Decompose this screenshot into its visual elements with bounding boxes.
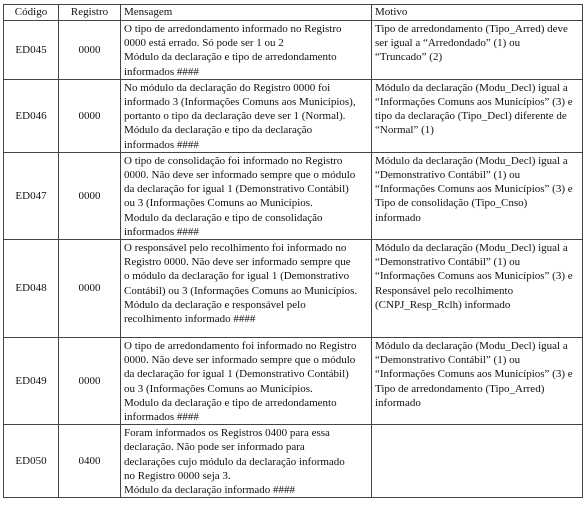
- mensagem-line: No módulo da declaração do Registro 0000 foi: [124, 81, 331, 94]
- table-header-row: [4, 5, 583, 21]
- mensagem-line: Foram informados os Registros 0400 para essa: [124, 427, 330, 440]
- cell-mensagem: [121, 79, 372, 152]
- motivo-line: “Informações Comuns aos Municípios” (3) e: [375, 96, 573, 109]
- motivo-line: “Normal” (1): [375, 124, 434, 137]
- mensagem-line: 0000. Não deve ser informado sempre que o módulo: [124, 169, 356, 182]
- motivo-line: “Informações Comuns aos Municípios” (3) e: [375, 183, 573, 196]
- mensagem-line: 0000 está errado. Só pode ser 1 ou 2: [124, 37, 284, 50]
- cell-motivo: [372, 79, 583, 152]
- mensagem-line: no Registro 0000 seja 3.: [124, 469, 231, 482]
- cell-motivo: [372, 425, 583, 498]
- motivo-line: Módulo da declaração (Modu_Decl) igual a: [375, 242, 568, 255]
- cell-codigo: ED050: [4, 425, 59, 498]
- mensagem-line: Registro 0000. Não deve ser informado sempre que: [124, 256, 351, 269]
- mensagem-line: Modulo da declaração e tipo de consolidação: [124, 211, 323, 224]
- cell-registro: 0400: [59, 425, 121, 498]
- mensagem-line: informados ####: [124, 225, 199, 238]
- mensagem-line: portanto o tipo da declaração deve ser 1 (Normal).: [124, 110, 346, 123]
- table-row: [4, 240, 583, 338]
- table-row: [4, 152, 583, 239]
- mensagem-line: da declaração for igual 1 (Demonstrativo Contábil): [124, 183, 349, 196]
- mensagem-line: recolhimento informado ####: [124, 313, 256, 326]
- mensagem-line: Módulo da declaração e tipo de arredondamento: [124, 51, 337, 64]
- mensagem-line: O responsável pelo recolhimento foi informado no: [124, 242, 347, 255]
- motivo-line: informado: [375, 211, 421, 224]
- table-row: [4, 21, 583, 80]
- mensagem-line: da declaração for igual 1 (Demonstrativo Contábil): [124, 368, 349, 381]
- motivo-line: “Truncado” (2): [375, 51, 443, 64]
- cell-mensagem: [121, 338, 372, 425]
- mensagem-line: ou 3 (Informações Comuns ao Municípios.: [124, 382, 313, 395]
- header-motivo: Motivo: [372, 5, 583, 21]
- motivo-line: tipo da declaração (Tipo_Decl) diferente de: [375, 110, 567, 123]
- motivo-line: “Informações Comuns aos Municípios” (3) e: [375, 368, 573, 381]
- mensagem-line: Módulo da declaração e tipo da declaração: [124, 124, 313, 137]
- mensagem-line: declaração. Não pode ser informado para: [124, 441, 305, 454]
- cell-registro: 0000: [59, 338, 121, 425]
- mensagem-line: ou 3 (Informações Comuns ao Municípios.: [124, 197, 313, 210]
- cell-mensagem: [121, 21, 372, 80]
- motivo-line: Responsável pelo recolhimento: [375, 284, 514, 297]
- cell-codigo: ED048: [4, 240, 59, 338]
- motivo-line: “Demonstrativo Contábil” (1) ou: [375, 354, 521, 367]
- motivo-line: informado: [375, 396, 421, 409]
- mensagem-line: 0000. Não deve ser informado sempre que o módulo: [124, 354, 356, 367]
- motivo-line: Tipo de arredondamento (Tipo_Arred) deve: [375, 23, 568, 35]
- mensagem-line: Módulo da declaração informado ####: [124, 484, 296, 497]
- table-row: [4, 425, 583, 498]
- mensagem-line: O tipo de consolidação foi informado no Registro: [124, 154, 343, 167]
- motivo-line: ser igual a “Arredondado” (1) ou: [375, 37, 521, 50]
- cell-mensagem: [121, 425, 372, 498]
- header-codigo: Código: [4, 5, 59, 21]
- cell-registro: 0000: [59, 152, 121, 239]
- header-mensagem: Mensagem: [121, 5, 372, 21]
- cell-registro: 0000: [59, 240, 121, 338]
- mensagem-line: informado 3 (Informações Comuns aos Municípios),: [124, 96, 356, 109]
- mensagem-line: informados ####: [124, 65, 199, 78]
- motivo-line: Tipo de arredondamento (Tipo_Arred): [375, 382, 545, 395]
- cell-mensagem: [121, 152, 372, 239]
- cell-motivo: [372, 338, 583, 425]
- cell-registro: 0000: [59, 79, 121, 152]
- motivo-line: Módulo da declaração (Modu_Decl) igual a: [375, 154, 568, 167]
- validation-table-container: [3, 4, 583, 498]
- mensagem-line: informados ####: [124, 411, 199, 424]
- motivo-line: (CNPJ_Resp_Rclh) informado: [375, 298, 511, 311]
- motivo-line: Módulo da declaração (Modu_Decl) igual a: [375, 340, 568, 353]
- motivo-line: Tipo de consolidação (Tipo_Cnso): [375, 197, 528, 210]
- cell-mensagem: [121, 240, 372, 338]
- cell-motivo: [372, 152, 583, 239]
- mensagem-line: declarações cujo módulo da declaração informado: [124, 455, 345, 468]
- cell-codigo: ED046: [4, 79, 59, 152]
- table-row: [4, 338, 583, 425]
- motivo-line: “Demonstrativo Contábil” (1) ou: [375, 256, 521, 269]
- validation-rules-table: [3, 4, 583, 498]
- motivo-line: Módulo da declaração (Modu_Decl) igual a: [375, 81, 568, 94]
- cell-motivo: [372, 21, 583, 80]
- cell-codigo: ED045: [4, 21, 59, 80]
- mensagem-line: Módulo da declaração e responsável pelo: [124, 298, 306, 311]
- table-body: [4, 21, 583, 498]
- mensagem-line: o módulo da declaração for igual 1 (Demonstrativo: [124, 270, 350, 283]
- mensagem-line: Contábil) ou 3 (Informações Comuns ao Municípios.: [124, 284, 358, 297]
- mensagem-line: O tipo de arredondamento foi informado no Registro: [124, 340, 357, 353]
- mensagem-line: informados ####: [124, 138, 199, 151]
- motivo-line: “Demonstrativo Contábil” (1) ou: [375, 169, 521, 182]
- cell-codigo: ED049: [4, 338, 59, 425]
- cell-codigo: ED047: [4, 152, 59, 239]
- header-registro: Registro: [59, 5, 121, 21]
- motivo-line: “Informações Comuns aos Municípios” (3) e: [375, 270, 573, 283]
- cell-registro: 0000: [59, 21, 121, 80]
- mensagem-line: Modulo da declaração e tipo de arredondamento: [124, 396, 337, 409]
- table-row: [4, 79, 583, 152]
- cell-motivo: [372, 240, 583, 338]
- mensagem-line: O tipo de arredondamento informado no Registro: [124, 23, 342, 35]
